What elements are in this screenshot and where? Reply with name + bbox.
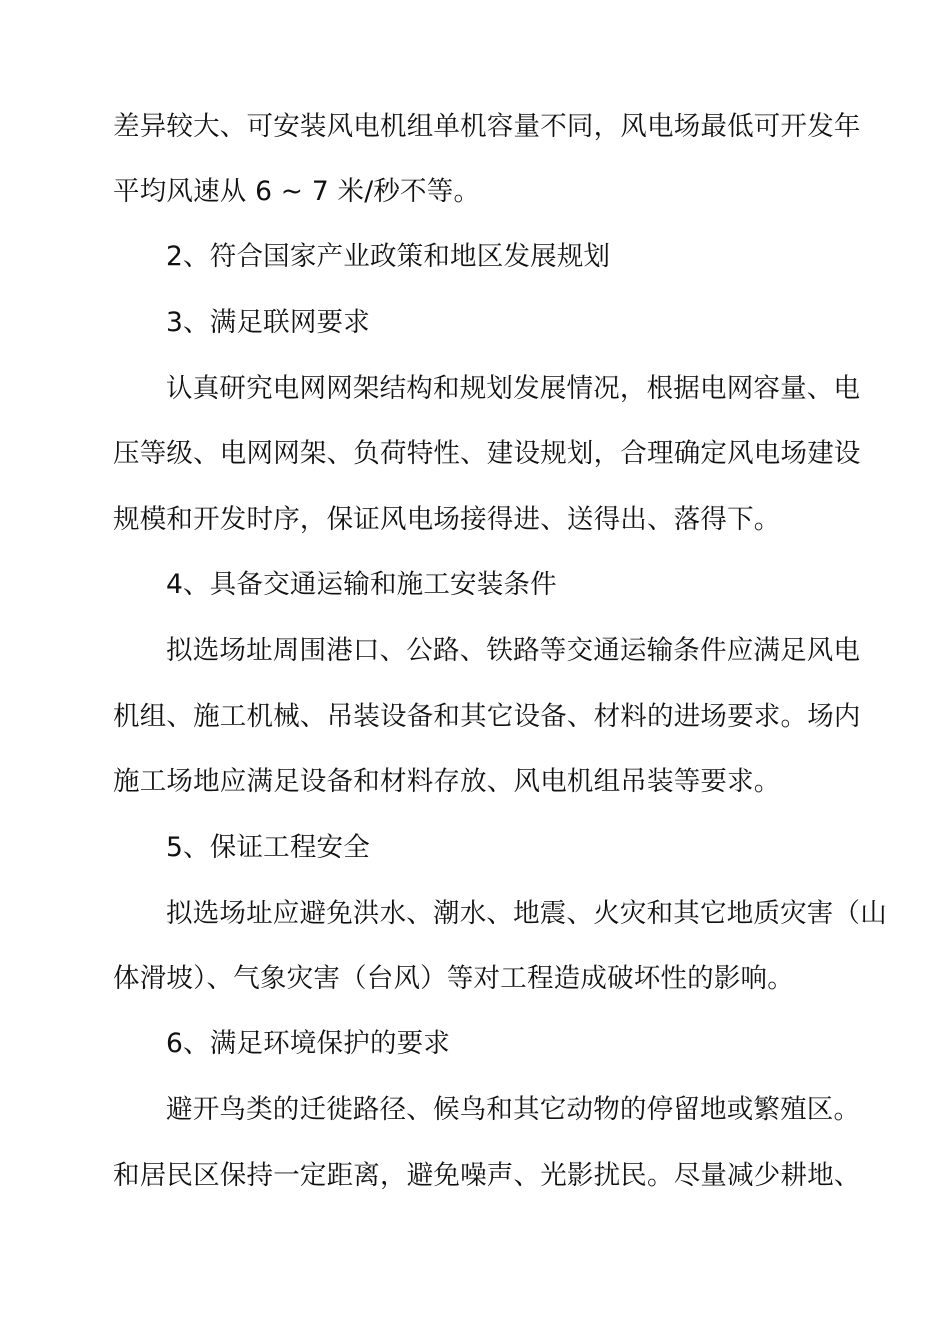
section-heading-6: 6、满足环境保护的要求 xyxy=(166,1028,451,1059)
paragraph-line: 避开鸟类的迁徙路径、候鸟和其它动物的停留地或繁殖区。 xyxy=(166,1094,861,1125)
paragraph-line: 压等级、电网网架、负荷特性、建设规划，合理确定风电场建设 xyxy=(113,438,861,469)
paragraph-line: 机组、施工机械、吊装设备和其它设备、材料的进场要求。场内 xyxy=(113,701,861,732)
paragraph-line: 认真研究电网网架结构和规划发展情况，根据电网容量、电 xyxy=(166,373,861,404)
section-heading-2: 2、符合国家产业政策和地区发展规划 xyxy=(166,241,611,272)
paragraph-line: 和居民区保持一定距离，避免噪声、光影扰民。尽量减少耕地、 xyxy=(113,1160,861,1191)
section-heading-3: 3、满足联网要求 xyxy=(166,307,370,338)
section-heading-5: 5、保证工程安全 xyxy=(166,832,370,863)
paragraph-line: 差异较大、可安装风电机组单机容量不同，风电场最低可开发年 xyxy=(113,111,861,142)
paragraph-line: 拟选场址周围港口、公路、铁路等交通运输条件应满足风电 xyxy=(166,635,861,666)
paragraph-line: 规模和开发时序，保证风电场接得进、送得出、落得下。 xyxy=(113,504,781,535)
paragraph-line: 体滑坡）、气象灾害（台风）等对工程造成破坏性的影响。 xyxy=(113,963,794,994)
section-heading-4: 4、具备交通运输和施工安装条件 xyxy=(166,569,557,600)
paragraph-line: 平均风速从 6 ~ 7 米/秒不等。 xyxy=(113,176,481,207)
paragraph-line: 施工场地应满足设备和材料存放、风电机组吊装等要求。 xyxy=(113,766,781,797)
paragraph-line: 拟选场址应避免洪水、潮水、地震、火灾和其它地质灾害（山 xyxy=(166,898,887,929)
